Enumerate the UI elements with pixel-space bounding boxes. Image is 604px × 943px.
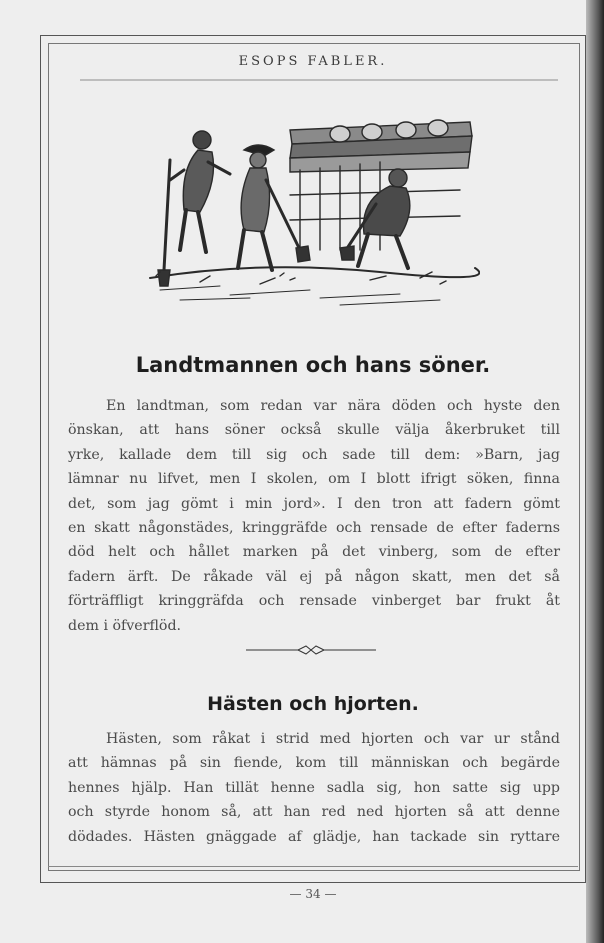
text-line: hennes hjälp. Han tillät henne sadla sig, hon satte sig upp bbox=[68, 779, 560, 796]
fable-title: Hästen och hjorten. bbox=[207, 693, 419, 715]
running-head: ESOPS FABLER. bbox=[238, 54, 388, 69]
text-line: en skatt någonstädes, kringgräfde och rensade de efter faderns bbox=[68, 520, 560, 537]
text-line: död helt och hållet marken på det vinberg, som de efter bbox=[68, 544, 560, 561]
text-line: att hämnas på sin fiende, kom till människan och begärde bbox=[68, 755, 560, 772]
page-number: — 34 — bbox=[289, 887, 337, 901]
text-line: fadern ärft. De råkade väl ej på någon skatt, men det så bbox=[68, 568, 560, 585]
text-line: yrke, kallade dem till sig och sade till dem: »Barn, jag bbox=[68, 446, 560, 463]
fable-title: Landtmannen och hans söner. bbox=[135, 353, 491, 377]
header-rule bbox=[80, 79, 558, 81]
text-line: En landtman, som redan var nära döden och hyste den bbox=[106, 398, 560, 414]
page-edge-shadow bbox=[586, 0, 604, 943]
text-line: Hästen, som råkat i strid med hjorten och var ur stånd bbox=[106, 731, 560, 747]
text-line: det, som jag gömt i min jord». I den tron att fadern gömt bbox=[68, 495, 560, 512]
text-line: dem i öfverflöd. bbox=[68, 617, 182, 634]
text-line: och styrde honom så, att han red ned hjorten så att denne bbox=[68, 804, 560, 821]
fable-body bbox=[68, 727, 560, 849]
fable-body bbox=[68, 394, 560, 638]
text-line: lämnar nu lifvet, men I skolen, om I blott ifrigt söken, finna bbox=[68, 471, 560, 488]
bottom-rule bbox=[48, 866, 578, 867]
text-line: önskan, att hans söner också skulle välja åkerbruket till bbox=[68, 422, 560, 439]
text-line: dödades. Hästen gnäggade af glädje, han tackade sin ryttare bbox=[68, 828, 560, 845]
text-line: förträffligt kringgräfda och rensade vinberget bar frukt åt bbox=[68, 593, 560, 610]
ornamental-divider-icon bbox=[246, 642, 376, 658]
woodcut-farmer-sons-digging-icon bbox=[140, 100, 480, 310]
